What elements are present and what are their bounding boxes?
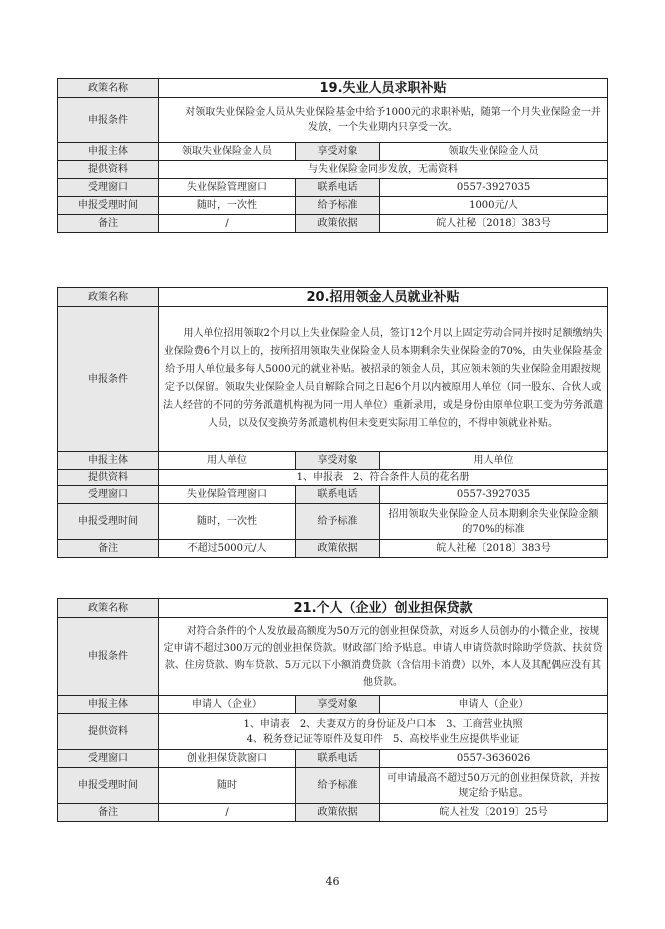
target-value: 申请人（企业） — [380, 696, 608, 714]
subject-value: 用人单位 — [159, 452, 296, 470]
standard-value: 招用领取失业保险金人员本期剩余失业保险金额的70%的标准 — [380, 504, 608, 540]
policy-table-19 — [57, 78, 608, 233]
target-value: 用人单位 — [380, 452, 608, 470]
label-time: 申报受理时间 — [58, 197, 159, 215]
remark-value: 不超过5000元/人 — [159, 540, 296, 558]
policy-title: 21.个人（企业）创业担保贷款 — [159, 599, 608, 618]
time-value: 随时，一次性 — [159, 197, 296, 215]
label-policy-name: 政策名称 — [58, 288, 159, 307]
time-value: 随时 — [159, 768, 296, 804]
materials-value: 与失业保险金同步发放，无需资料 — [159, 161, 608, 179]
label-conditions: 申报条件 — [58, 307, 159, 452]
label-subject: 申报主体 — [58, 696, 159, 714]
remark-value: / — [159, 804, 296, 822]
label-phone: 联系电话 — [296, 750, 380, 768]
conditions-text: 用人单位招用领取2个月以上失业保险金人员，签订12个月以上固定劳动合同并按时足额缴纳失业保险费6个月以上的，按所招用领取失业保险金人员本期剩余失业保险金的70%，由失业保险基金给予用人单位最多每人5000元的就业补贴。被招录的领金人员，其应领未领的失业保险金用跟按规定予以保留。领取失业保险金人员自解除合同之日起6个月以内被原用人单位（同一股东、合伙人或法人经营的不同的劳务派遣机构视为同一用人单位）重新录用，或是身份由原单位职工变为劳务派遣人员，以及仅变换劳务派遣机构但未变更实际用工单位的，不得申领就业补贴。 — [159, 307, 608, 452]
label-policy-name: 政策名称 — [58, 599, 159, 618]
window-value: 失业保险管理窗口 — [159, 486, 296, 504]
label-basis: 政策依据 — [296, 215, 380, 233]
materials-line-1: 1、申请表 2、夫妻双方的身份证及户口本 3、工商营业执照 — [243, 718, 523, 730]
label-standard: 给予标准 — [296, 768, 380, 804]
time-value: 随时，一次性 — [159, 504, 296, 540]
label-basis: 政策依据 — [296, 804, 380, 822]
subject-value: 申请人（企业） — [159, 696, 296, 714]
phone-value: 0557-3636026 — [380, 750, 608, 768]
label-materials: 提供资料 — [58, 470, 159, 486]
label-remark: 备注 — [58, 540, 159, 558]
remark-value: / — [159, 215, 296, 233]
label-subject: 申报主体 — [58, 143, 159, 161]
label-window: 受理窗口 — [58, 486, 159, 504]
label-remark: 备注 — [58, 804, 159, 822]
label-basis: 政策依据 — [296, 540, 380, 558]
label-phone: 联系电话 — [296, 486, 380, 504]
label-conditions: 申报条件 — [58, 618, 159, 696]
label-standard: 给予标准 — [296, 504, 380, 540]
label-conditions: 申报条件 — [58, 98, 159, 143]
basis-value: 皖人社秘〔2018〕383号 — [380, 540, 608, 558]
label-materials: 提供资料 — [58, 714, 159, 750]
policy-title: 19.失业人员求职补贴 — [159, 79, 608, 98]
label-standard: 给予标准 — [296, 197, 380, 215]
basis-value: 皖人社秘〔2018〕383号 — [380, 215, 608, 233]
label-window: 受理窗口 — [58, 179, 159, 197]
materials-line-2: 4、税务登记证等原件及复印件 5、高校毕业生应提供毕业证 — [246, 733, 520, 745]
materials-value — [159, 714, 608, 750]
label-remark: 备注 — [58, 215, 159, 233]
standard-value: 1000元/人 — [380, 197, 608, 215]
label-policy-name: 政策名称 — [58, 79, 159, 98]
subject-value: 领取失业保险金人员 — [159, 143, 296, 161]
policy-title: 20.招用领金人员就业补贴 — [159, 288, 608, 307]
label-time: 申报受理时间 — [58, 504, 159, 540]
conditions-text: 对符合条件的个人发放最高额度为50万元的创业担保贷款，对返乡人员创办的小微企业，按规定申请不超过300万元的创业担保贷款。财政部门给予贴息。申请人申请贷款时除助学贷款、扶贫贷款、住房贷款、购车贷款、5万元以下小额消费贷款（含信用卡消费）以外，本人及其配偶应没有其他贷款。 — [159, 618, 608, 696]
label-materials: 提供资料 — [58, 161, 159, 179]
standard-value: 可申请最高不超过50万元的创业担保贷款，并按规定给予贴息。 — [380, 768, 608, 804]
label-target: 享受对象 — [296, 143, 380, 161]
basis-value: 皖人社发〔2019〕25号 — [380, 804, 608, 822]
label-window: 受理窗口 — [58, 750, 159, 768]
label-target: 享受对象 — [296, 452, 380, 470]
policy-table-20 — [57, 287, 608, 558]
label-subject: 申报主体 — [58, 452, 159, 470]
label-time: 申报受理时间 — [58, 768, 159, 804]
window-value: 失业保险管理窗口 — [159, 179, 296, 197]
label-target: 享受对象 — [296, 696, 380, 714]
window-value: 创业担保贷款窗口 — [159, 750, 296, 768]
label-phone: 联系电话 — [296, 179, 380, 197]
materials-value: 1、申报表 2、符合条件人员的花名册 — [159, 470, 608, 486]
phone-value: 0557-3927035 — [380, 179, 608, 197]
page-number: 46 — [325, 875, 340, 888]
target-value: 领取失业保险金人员 — [380, 143, 608, 161]
policy-table-21 — [57, 598, 608, 822]
conditions-text: 对领取失业保险金人员从失业保险基金中给予1000元的求职补贴，随第一个月失业保险金一并发放，一个失业期内只享受一次。 — [159, 98, 608, 143]
phone-value: 0557-3927035 — [380, 486, 608, 504]
